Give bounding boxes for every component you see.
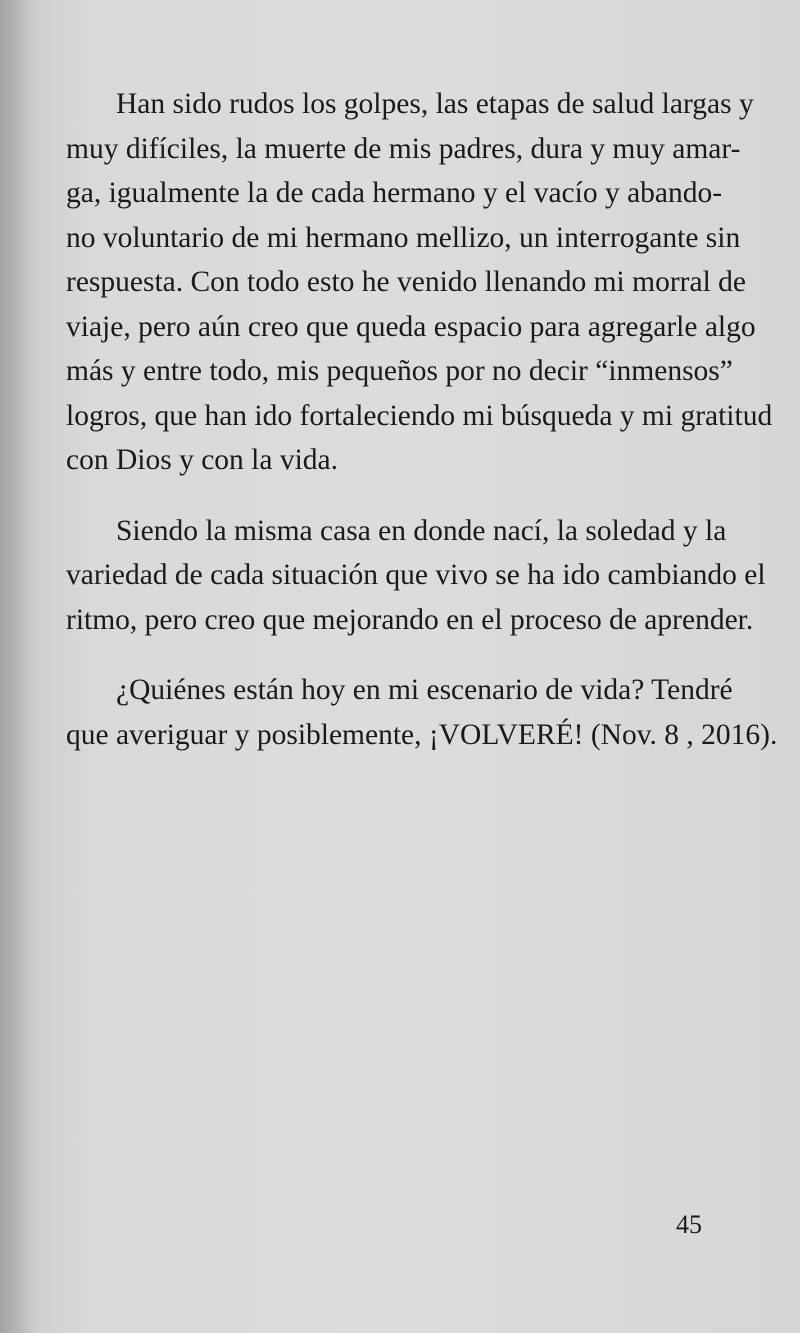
text-line: viaje, pero aún creo que queda espacio para agregarle algo [66, 310, 756, 343]
text-line: respuesta. Con todo esto he venido llenando mi morral de [66, 266, 746, 298]
body-text [66, 82, 778, 757]
page-number: 45 [676, 1210, 702, 1239]
text-line: ritmo, pero creo que mejorando en el proceso de aprender. [66, 603, 754, 636]
text-line: ¿Quiénes están hoy en mi escenario de vida? Tendré [116, 674, 733, 706]
paragraph-1 [66, 82, 773, 483]
text-line: logros, que han ido fortaleciendo mi búsqueda y mi gratitud [66, 399, 773, 432]
text-line: variedad de cada situación que vivo se ha ido cambiando el [66, 559, 766, 591]
text-line: que averiguar y posiblemente, ¡VOLVERÉ! (Nov. 8 , 2016). [66, 718, 778, 751]
text-line: Siendo la misma casa en donde nací, la soledad y la [116, 514, 727, 547]
paragraph-3 [66, 668, 778, 757]
text-line: no voluntario de mi hermano mellizo, un interrogante sin [66, 221, 741, 254]
text-line: muy difíciles, la muerte de mis padres, dura y muy amar- [66, 132, 741, 165]
text-line: Han sido rudos los golpes, las etapas de salud largas y [116, 88, 754, 120]
text-line: con Dios y con la vida. [66, 444, 338, 476]
binding-shadow [0, 0, 40, 1333]
text-line: más y entre todo, mis pequeños por no decir “inmensos” [66, 355, 733, 387]
paragraph-2 [66, 509, 766, 643]
text-line: ga, igualmente la de cada hermano y el vacío y abando- [66, 177, 723, 209]
